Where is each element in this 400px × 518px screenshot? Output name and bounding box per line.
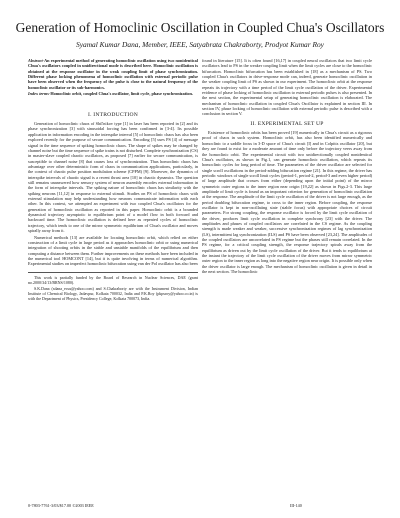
footer-copyright: 0-7803-7761-3/03/$17.00 ©2003 IEEE: [28, 503, 94, 508]
section-heading-introduction: I. INTRODUCTION: [88, 111, 138, 118]
author-line: Syamal Kumar Dana, Member, IEEE, Satyabrata Chakraborty, Prodyot Kumar Roy: [76, 40, 324, 49]
body-paragraph: Generation of homoclinic chaos of Shil'nikov type [1] in laser has been reported in [2] and its phase synchronization [3] with sinusoidal forcing has been confirmed in [3-4]. Its possible application in information encoding in the interspike interval [5] of homoclinic chaos has also been explored recently for the purpose of secure communication. Encoding [5] uses PS [4] of message signal in the time sequence of spiking homoclinic chaos. The shape of spikes may be changed by channel noise but the time sequence of spike trains is not disturbed. Complete synchronization (CS) in master-slave coupled chaotic oscillators, as proposed [7] earlier for secure communication, is susceptible to channel noise [8] that causes loss of synchronization. Thus homoclinic chaos has advantage over other deterministic form of chaos in communication applications, particularly, in the context of chaotic pulse position modulation scheme (CPPM) [9]. Moreover, the dynamics of interspike intervals of chaotic signal is a recent thrust area [10] in chaotic dynamics. The question still remains unanswered how sensory system of neuron assembly encodes external information in the form of interspike intervals. The spiking nature of homoclinic chaos has similarity with the spiking neurons [11,12] in response to external stimuli. Studies on PS of homoclinic chaos with external stimulation may help understanding how neurons communicate information with each other. In this context, we attempted an experiment with two coupled Chua's oscillators for the generation of homoclinic oscillation as reported in this paper. Homoclinic orbit is a bounded dynamical trajectory asymptotic to equilibrium point of a model flow in both forward and backward time. The homoclinic oscillation is defined here as repeated cycles of homoclinic trajectory, which tends to one of the mirror symmetric equilibrium of Chua's oscillator and moves spirally away from it.: [28, 121, 198, 233]
paper-title: Generation of Homoclinic Oscillation in Coupled Chua's Oscillators: [15, 20, 385, 35]
abstract-paragraph: [28, 58, 198, 90]
body-paragraph: found in literature [15]. It is often found [16,17] in coupled neural oscillators that two limit cycle oscillators lead to PS in the weaker coupling limit when the limit cycles are close to the homoclinic bifurcation. Homoclinic bifurcation has been established in [18] as a mechanism of PS. Two coupled Chua's oscillators in drive-response mode can, indeed, generate homoclinic oscillation in the weaker coupling limit of PS as shown in our experiment. The homoclinic orbit at the response repeats its trajectory with a time period of the limit cycle oscillation of the driver. Experimental evidence of phase locking of homoclinic oscillation to external periodic pulses is also presented. In the next section, the experimental setup of generating homoclinic oscillation is elaborated. The mechanism of homoclinic oscillation in coupled Chua's Oscillator is explained in section III. In section IV, phase locking of homoclinic oscillation with external periodic pulse is described with a conclusion in section V.: [202, 58, 372, 117]
footnote: [28, 272, 198, 301]
body-paragraph: Existence of homoclinic orbits has been proved [19] numerically in Chua's circuit as a rigorous proof of chaos in such system. Homoclinic orbit, has also been identified numerically and homoclinic to a saddle focus in 3-D space of Chua's circuit [I] and in Colpitts oscillator [20], but they are found to exist for a moderate amount of time only before the trajectory veers away from the homoclinic orbit. The experimental circuit with two unidirectionally coupled nonidentical Chua's oscillators, as shown in Fig.1, can generate homoclinic oscillation, which repeats its homoclinic cycles for long period of time. The parameters of the driver oscillator are selected for single scroll oscillations in the period-adding bifurcation regime [21]. In this regime, the driver has periodic windows of single scroll limit cycles (period-1, period-2, period-3 and even higher period) of large amplitude that crosses from either (depending upon the initial point) of the mirror symmetric outer regions to the inner region near origin [19,22] as shown in Figs.2-3. This large amplitude of limit cycle is found as an important criterion for generation of homoclinic oscillation at the response. The amplitude of the limit cycle oscillation of the driver is not large enough, as the period doubling bifurcation regime, to cross to the inner region. Before coupling, the response oscillator is kept in non-oscillating state (stable focus) with appropriate choices of circuit parameters. For strong coupling, the response oscillator is forced by the limit cycle oscillation of the driver, produces limit cycle oscillation in complete synchrony [23] with the driver. The amplitudes and phases of coupled oscillators are correlated in the CS regime. As the coupling strength is made weaker and weaker, successive synchronization regimes of lag synchronization (LS), intermittent lag synchronization (ILS) and PS have been observed [23,24]. The amplitudes of the coupled oscillators are uncorrelated in PS regime but the phases still remain correlated. In the PS regime, for a critical coupling strength, the response trajectory spirals away from the equilibrium as driven out by the limit cycle oscillation of the driver. But it tends to equilibrium at the instant the trajectory of the limit cycle oscillation of the driver moves from mirror symmetric outer region to the inner region as long into the negative region near origin. It is possible only when the driver oscillator is large enough. The mechanism of homoclinic oscillation is given in detail in the next section. The homoclinic: [202, 130, 372, 275]
index-terms-lead: Index terms-: [28, 91, 51, 97]
section-heading-experimental-setup: II. EXPERIMENTAL SET UP: [250, 120, 324, 127]
right-column: [202, 58, 372, 276]
abstract-lead: Abstract-: [28, 58, 45, 63]
footnote-affiliations: S.K.Dana (sdana_ecsu@yahoo.com) and S.Chakraborty are with the Instrument Division, Indian Institute of Chemical Biology, Jadavpur, Kolkata 700032, India and P.K.Roy (pkpsroy@yahoo.co.in) is with the Department of Physics, Presidency College, Kolkata 700073, India.: [28, 285, 198, 301]
body-paragraph: Numerical methods [13] are available for locating homoclinic orbit, which relied on either construction of a limit cycle in large period as it approaches homoclinic orbit or using numerical integration of shooting orbits in the stable and unstable manifolds of the equilibrium and then computing a distance between them. Further improvements on these methods have been included in the numerical tool HOMCONT [14], but it is quite involving in terms of numerical algorithm. Experimental studies on imperfect homoclinic bifurcation using van der Pol oscillator has also been: [28, 234, 198, 267]
footnote-funding: This work is partially funded by the Board of Research in Nuclear Sciences, DAE (grant no.2000/34/13/BRNS/1080).: [28, 274, 198, 285]
abstract-text: An experimental method of generating homoclinic oscillation using two nonidentical Chua's oscillators coupled in unidirectional mode is described here. Homoclinic oscillation is obtained at the response oscillator in the weak coupling limit of phase synchronization. Different phase locking phenomena of homoclinic oscillation with external periodic pulse have been observed when the frequency of the pulse is close to the natural frequency of the homoclinic oscillator or its sub-harmonics.: [28, 58, 198, 90]
index-terms-text: Homoclinic orbit, coupled Chua's oscillator, limit cycle, phase synchronization.: [50, 91, 193, 97]
left-column: [28, 58, 198, 302]
page-number: III-140: [290, 503, 302, 508]
index-terms-paragraph: [28, 91, 198, 96]
